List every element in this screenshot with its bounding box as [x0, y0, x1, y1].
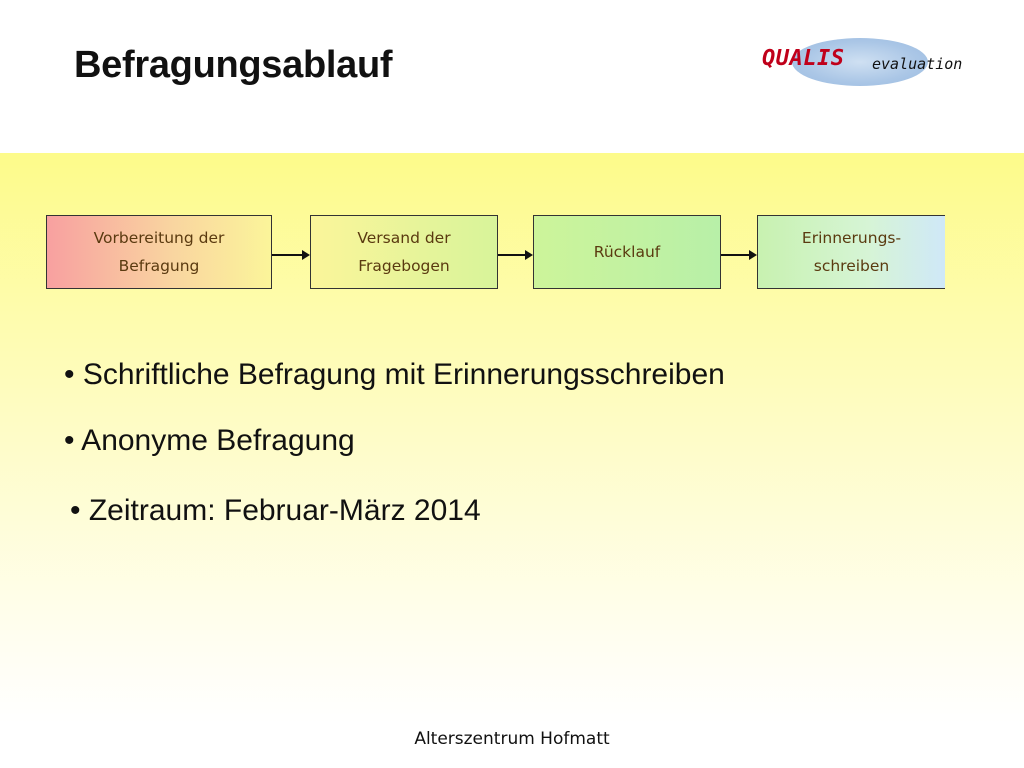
- arrow-right-icon: [498, 240, 535, 270]
- bullet-written-survey: • Schriftliche Befragung mit Erinnerungsschreiben: [64, 358, 725, 391]
- bullet-time-period: • Zeitraum: Februar-März 2014: [70, 494, 481, 527]
- process-step-return: [533, 215, 721, 289]
- step-label: Rücklauf: [593, 243, 661, 261]
- process-step-reminder: [757, 215, 945, 289]
- process-step-dispatch: [310, 215, 498, 289]
- footer-text: Alterszentrum Hofmatt: [414, 729, 610, 749]
- arrow-right-icon: [721, 240, 759, 270]
- arrow-right-icon: [272, 240, 312, 270]
- step-label: Vorbereitung der Befragung: [93, 229, 225, 275]
- process-step-preparation: [46, 215, 272, 289]
- page-title: Befragungsablauf: [74, 44, 393, 86]
- step-label: Erinnerungs- schreiben: [801, 229, 902, 275]
- logo-subtitle: evaluation: [872, 55, 963, 73]
- logo-brand: QUALIS: [762, 46, 845, 71]
- step-label: Versand der Fragebogen: [357, 229, 451, 275]
- qualis-logo: [740, 34, 1000, 90]
- bullet-anonymous-survey: • Anonyme Befragung: [64, 424, 355, 457]
